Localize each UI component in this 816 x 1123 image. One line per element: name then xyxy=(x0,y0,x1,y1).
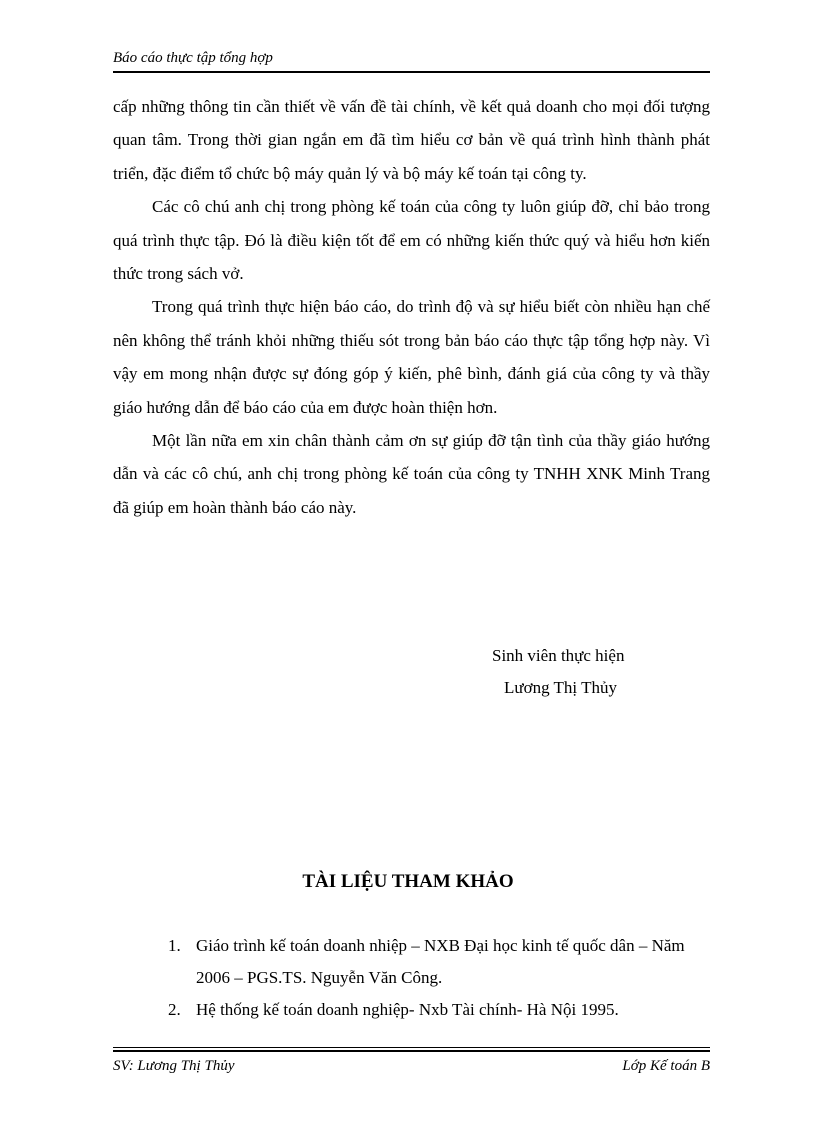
reference-text: Hệ thống kế toán doanh nghiệp- Nxb Tài chính- Hà Nội 1995. xyxy=(196,1000,619,1019)
body-text xyxy=(113,90,710,524)
paragraph-continuation: cấp những thông tin cần thiết về vấn đề tài chính, về kết quả doanh cho mọi đối tượng quan tâm. Trong thời gian ngắn em đã tìm hiểu cơ bản về quá trình hình thành phát triển, đặc điểm tổ chức bộ máy quản lý và bộ máy kế toán tại công ty. xyxy=(113,97,710,183)
reference-item xyxy=(168,994,713,1026)
references-list xyxy=(168,930,713,1026)
page-header xyxy=(113,48,710,73)
reference-item xyxy=(168,930,713,994)
paragraph-thanks-staff: Các cô chú anh chị trong phòng kế toán của công ty luôn giúp đỡ, chỉ bảo trong quá trình thực tập. Đó là điều kiện tốt để em có những kiến thức quý và hiểu hơn kiến thức trong sách vở. xyxy=(113,197,710,284)
footer-class: Lớp Kế toán B xyxy=(622,1058,710,1074)
page-footer xyxy=(113,1047,710,1076)
reference-number: 2. xyxy=(168,1000,181,1019)
footer-row xyxy=(113,1056,710,1076)
footer-rule-thin xyxy=(113,1047,710,1048)
footer-student: SV: Lương Thị Thủy xyxy=(113,1058,235,1074)
references-title: TÀI LIỆU THAM KHẢO xyxy=(302,871,514,892)
paragraph-limitations: Trong quá trình thực hiện báo cáo, do trình độ và sự hiểu biết còn nhiều hạn chế nên không thể tránh khỏi những thiếu sót trong bản báo cáo thực tập tổng hợp này. Vì vậy em mong nhận được sự đóng góp ý kiến, phê bình, đánh giá của công ty và thầy giáo hướng dẫn để báo cáo của em được hoàn thiện hơn. xyxy=(113,297,710,417)
header-title: Báo cáo thực tập tổng hợp xyxy=(113,50,273,66)
header-rule xyxy=(113,71,710,73)
footer-rule-thick xyxy=(113,1050,710,1052)
reference-number: 1. xyxy=(168,936,181,955)
signature-name: Lương Thị Thủy xyxy=(504,678,617,697)
reference-text: Giáo trình kế toán doanh nhiệp – NXB Đại học kinh tế quốc dân – Năm 2006 – PGS.TS. Nguyễn Văn Công. xyxy=(196,936,685,987)
signature-label: Sinh viên thực hiện xyxy=(492,646,625,665)
paragraph-closing-thanks: Một lần nữa em xin chân thành cảm ơn sự giúp đỡ tận tình của thầy giáo hướng dẫn và các cô chú, anh chị trong phòng kế toán của công ty TNHH XNK Minh Trang đã giúp em hoàn thành báo cáo này. xyxy=(113,431,710,517)
signature-block xyxy=(492,640,624,704)
